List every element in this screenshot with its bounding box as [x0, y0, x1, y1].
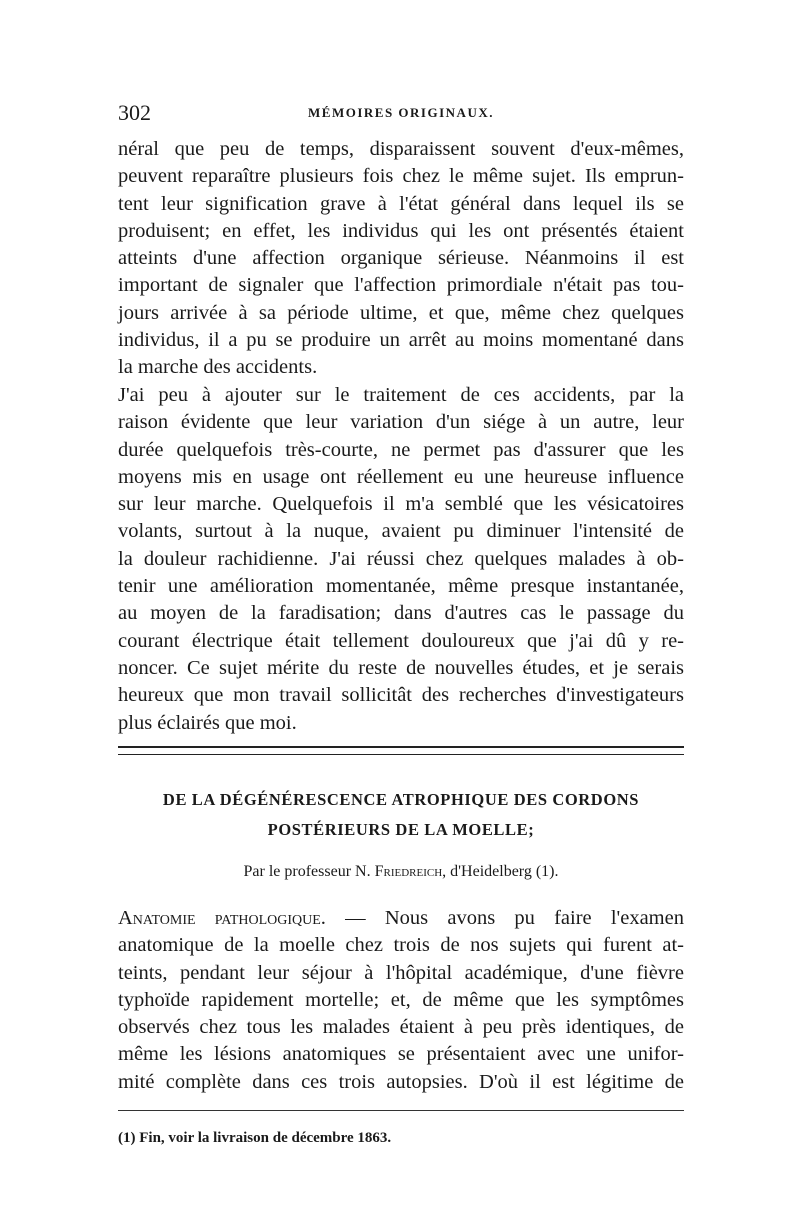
text-line: produisent; en effet, les individus qui les ont présentés étaient: [118, 219, 684, 242]
text-line: courant électrique était tellement douloureux que j'ai dû y re-: [118, 629, 684, 652]
running-title: MÉMOIRES ORIGINAUX.: [308, 105, 494, 120]
text-line-rest: — Nous avons pu faire l'examen: [325, 907, 684, 929]
text-line: [118, 905, 684, 932]
paragraph-continuation: [118, 136, 684, 382]
text-line: teints, pendant leur séjour à l'hôpital académique, d'une fièvre: [118, 961, 684, 984]
section-label: Anatomie pathologique.: [118, 907, 326, 929]
text-line: heureux que mon travail sollicitât des recherches d'investigateurs: [118, 684, 684, 707]
paragraph-anatomy: [118, 905, 684, 1096]
text-line: plus éclairés que moi.: [118, 711, 297, 734]
text-line: raison évidente que leur variation d'un siége à un autre, leur: [118, 411, 684, 434]
text-line: moyens mis en usage ont réellement eu une heureuse influence: [118, 465, 684, 488]
text-line: atteints d'une affection organique sérieuse. Néanmoins il est: [118, 247, 684, 270]
text-line: J'ai peu à ajouter sur le traitement de ces accidents, par la: [118, 384, 684, 406]
text-line: sur leur marche. Quelquefois il m'a semblé que les vésicatoires: [118, 493, 684, 516]
text-line: néral que peu de temps, disparaissent souvent d'eux-mêmes,: [118, 138, 684, 160]
page-number: 302: [118, 100, 151, 125]
text-line: noncer. Ce sujet mérite du reste de nouvelles études, et je serais: [118, 656, 684, 679]
text-line: anatomique de la moelle chez trois de nos sujets qui furent at-: [118, 934, 684, 957]
text-line: tenir une amélioration momentanée, même presque instantanée,: [118, 575, 684, 598]
text-line: peuvent reparaître plusieurs fois chez le même sujet. Ils emprun-: [118, 165, 684, 188]
footnote-separator: [118, 1110, 684, 1111]
section-separator: [118, 746, 684, 755]
article-byline: [118, 863, 684, 881]
text-line: jours arrivée à sa période ultime, et que, même chez quelques: [118, 301, 684, 324]
byline-suffix: , d'Heidelberg (1).: [442, 863, 559, 880]
text-line: tent leur signification grave à l'état général dans lequel ils se: [118, 192, 684, 215]
byline-author: Friedreich: [374, 863, 443, 880]
text-line: au moyen de la faradisation; dans d'autres cas le passage du: [118, 602, 684, 625]
text-line: la douleur rachidienne. J'ai réussi chez quelques malades à ob-: [118, 547, 684, 570]
byline-prefix: Par le professeur N.: [243, 863, 375, 880]
article-title-line-1: DE LA DÉGÉNÉRESCENCE ATROPHIQUE DES CORDONS: [162, 790, 640, 809]
text-line: volants, surtout à la nuque, avaient pu diminuer l'intensité de: [118, 520, 684, 543]
text-line: typhoïde rapidement mortelle; et, de même que les symptômes: [118, 988, 684, 1011]
text-line: durée quelquefois très-courte, ne permet pas d'assurer que les: [118, 438, 684, 461]
text-line: même les lésions anatomiques se présentaient avec une unifor-: [118, 1043, 684, 1066]
text-line: individus, il a pu se produire un arrêt au moins momentané dans: [118, 329, 684, 352]
text-line: la marche des accidents.: [118, 356, 318, 379]
running-header: [118, 100, 684, 126]
text-line: observés chez tous les malades étaient à peu près identiques, de: [118, 1016, 684, 1039]
text-line: mité complète dans ces trois autopsies. D'où il est légitime de: [118, 1070, 684, 1093]
article-title-line-2: POSTÉRIEURS DE LA MOELLE;: [267, 820, 535, 839]
footnote: (1) Fin, voir la livraison de décembre 1863.: [118, 1130, 392, 1146]
paragraph-treatment: [118, 382, 684, 737]
text-line: important de signaler que l'affection primordiale n'était pas tou-: [118, 274, 684, 297]
